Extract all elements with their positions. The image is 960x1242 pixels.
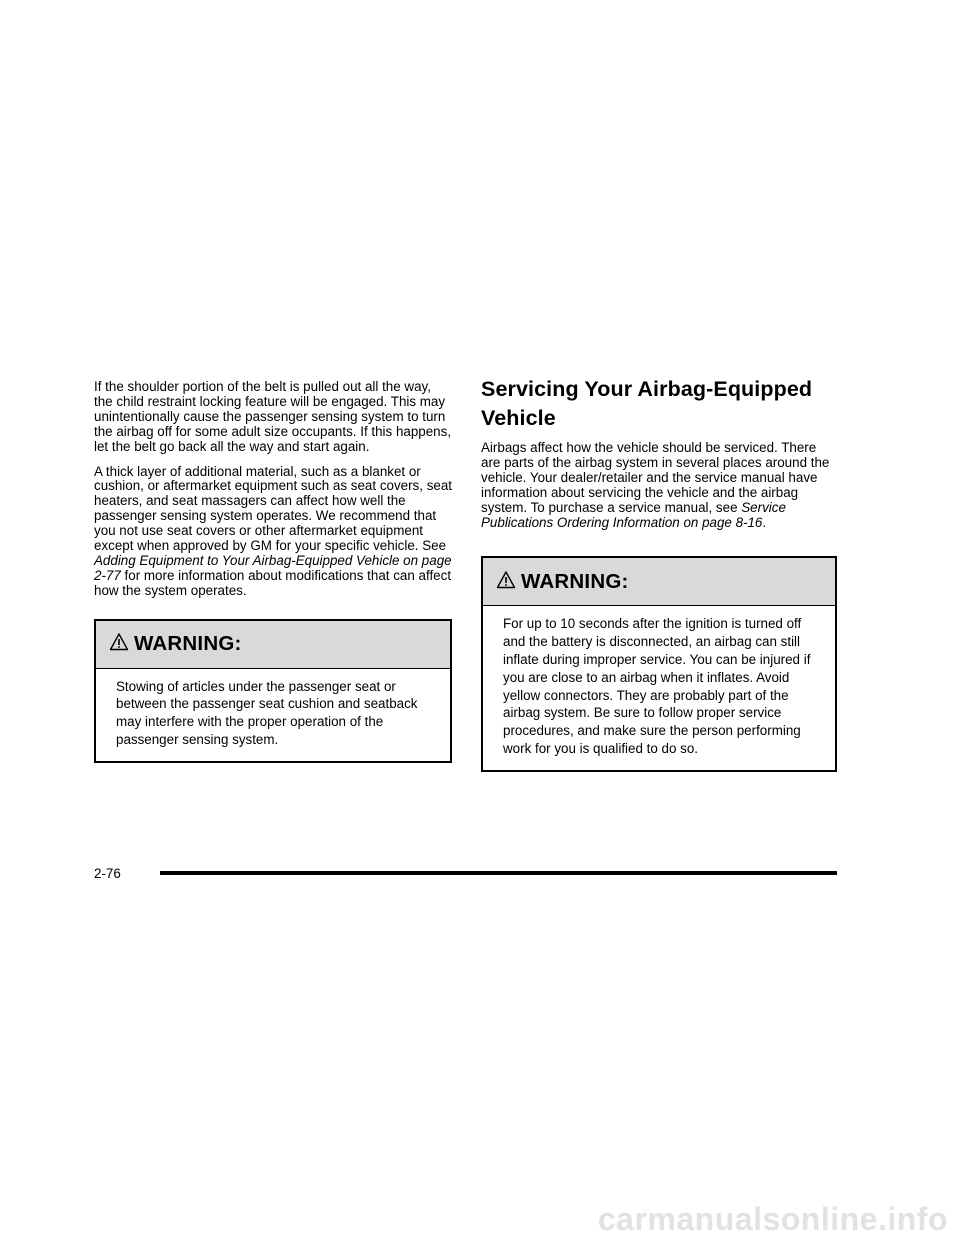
section-heading: Servicing Your Airbag-Equipped Vehicle [481, 377, 813, 430]
paragraph-text: for more information about modifications that can affect how the system operates. [94, 567, 452, 598]
paragraph-text: Airbags affect how the vehicle should be serviced. There are parts of the airbag system in several places around the vehicle. Your dealer/retailer and the service manual have information about servicing the vehicle and the airbag system. To purchase a service manual, see [481, 440, 830, 515]
footer-divider [160, 871, 837, 875]
paragraph-text: . [762, 514, 767, 530]
watermark: carmanualsonline.info [597, 1201, 948, 1237]
warning-text: Stowing of articles under the passenger seat or between the passenger seat cushion and seatback may interfere with the proper operation of the passenger sensing system. [116, 678, 418, 748]
paragraph-text: A thick layer of additional material, such as a blanket or cushion, or aftermarket equipment such as seat covers, seat heaters, and seat massagers can affect how well the passenger sensing system operates. We recommend that you not use seat covers or other aftermarket equipment except when approved by GM for your specific vehicle. See [94, 463, 453, 554]
warning-box-servicing [481, 556, 837, 771]
warning-header [96, 621, 450, 669]
paragraph-additional-material [94, 465, 452, 599]
paragraph-shoulder-belt: If the shoulder portion of the belt is pulled out all the way, the child restraint locking feature will be engaged. This may unintentionally cause the passenger sensing system to turn the airbag off for some adult size occupants. If this happens, let the belt go back all the way and start again. [94, 379, 452, 454]
paragraph-servicing [481, 441, 837, 530]
cross-reference-link[interactable]: Adding Equipment to Your Airbag-Equipped Vehicle on page 2-77 [94, 552, 452, 583]
warning-header [483, 558, 835, 606]
right-column [481, 377, 837, 772]
warning-text: For up to 10 seconds after the ignition is turned off and the battery is disconnected, an airbag can still inflate during improper service. You can be injured if you are close to an airbag when it inflates. Avoid yellow connectors. They are probably part of the airbag system. Be sure to follow proper service procedures, and make sure the person performing work for you is qualified to do so. [503, 616, 811, 757]
warning-triangle-icon [496, 570, 516, 590]
warning-box-passenger-seat [94, 619, 452, 763]
warning-title: WARNING: [134, 632, 242, 656]
left-column [94, 380, 452, 763]
page-number: 2-76 [94, 866, 121, 881]
warning-title: WARNING: [521, 569, 629, 593]
cross-reference-link[interactable]: Service Publications Ordering Information on page 8-16 [481, 499, 786, 530]
warning-triangle-icon [109, 632, 129, 652]
